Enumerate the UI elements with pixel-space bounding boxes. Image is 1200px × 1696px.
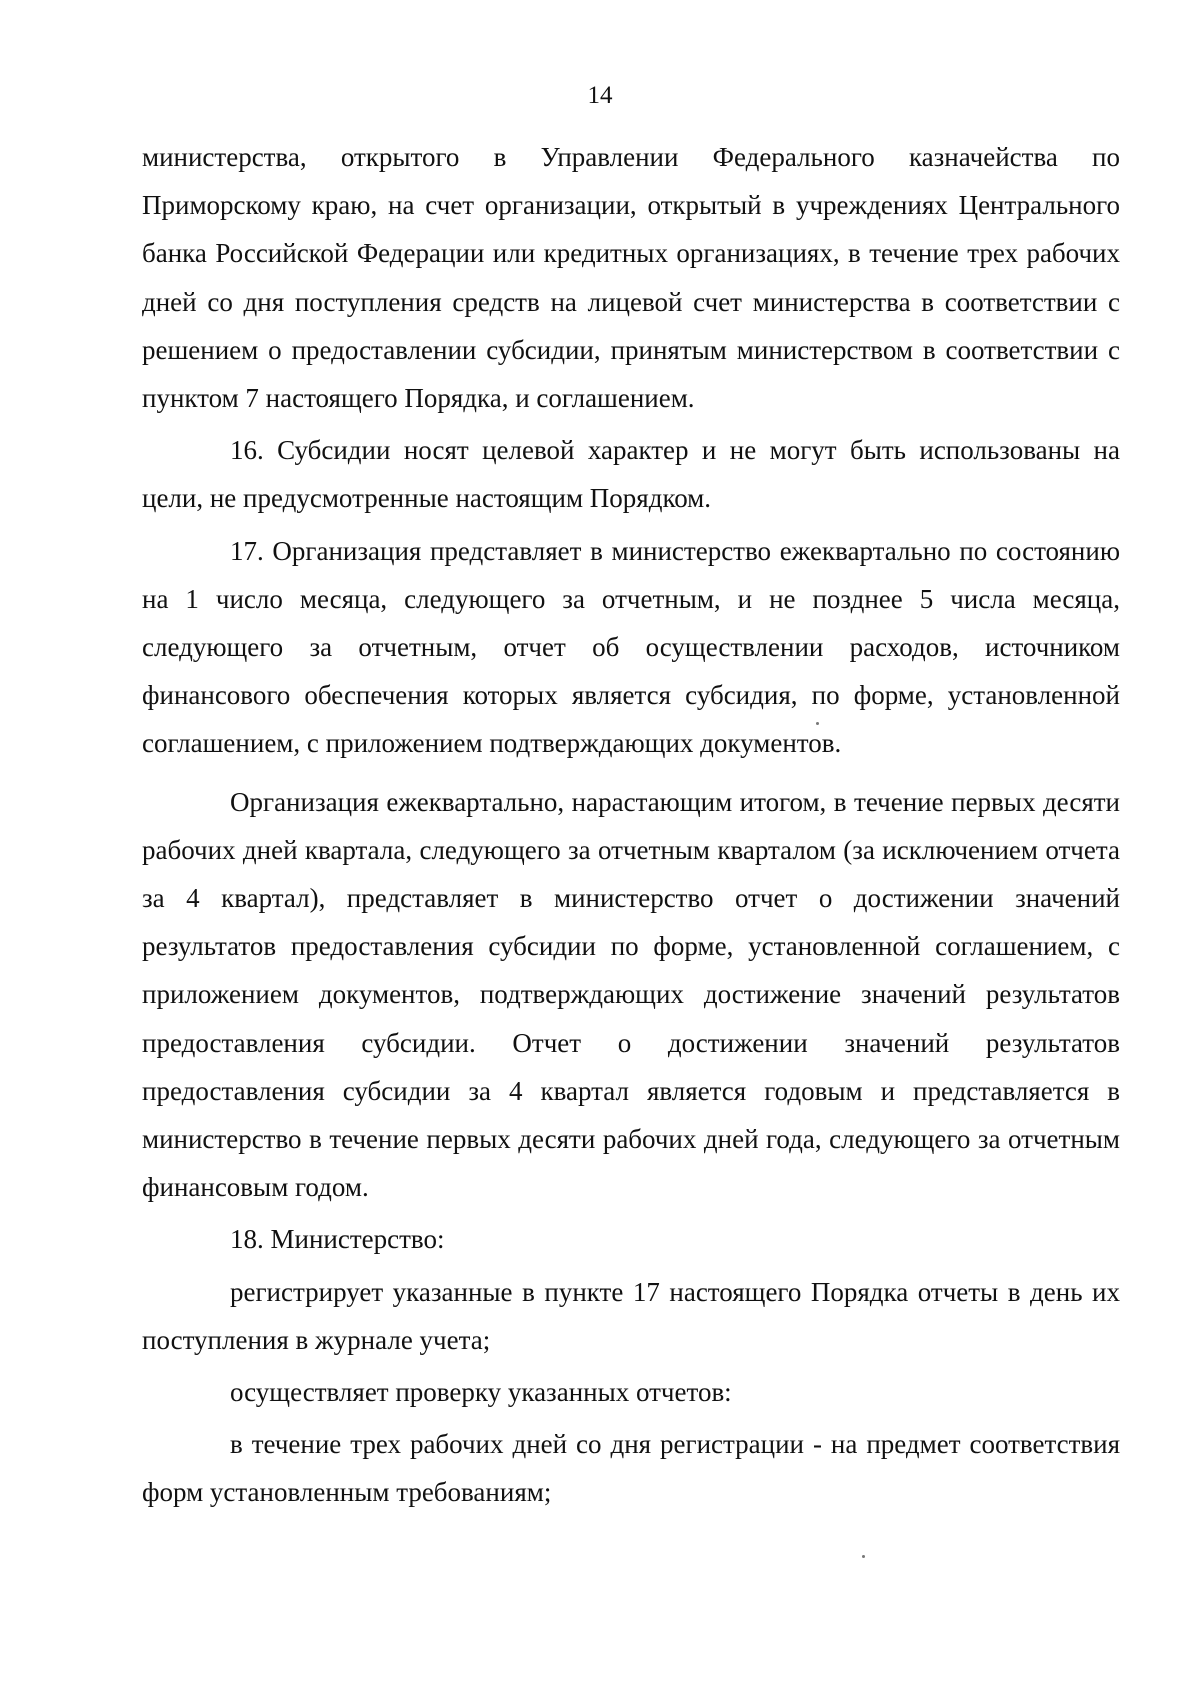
paragraph-18-registers: регистрирует указанные в пункте 17 настоящего Порядка отчеты в день их поступления в журнале учета; bbox=[142, 1276, 1120, 1355]
document-body bbox=[142, 133, 1120, 1517]
paragraph-17: 17. Организация представляет в министерство ежеквартально по состоянию на 1 число месяца, следующего за отчетным, и не позднее 5 числа месяца, следующего за отчетным, отчет об осуществлении расходов, источником финансового обеспечения которых является субсидия, по форме, установленной соглашением, с приложением подтверждающих документов. bbox=[142, 535, 1120, 759]
paragraph-16: 16. Субсидии носят целевой характер и не могут быть использованы на цели, не предусмотренные настоящим Порядком. bbox=[142, 435, 1120, 514]
paragraph-17-reporting: Организация ежеквартально, нарастающим итогом, в течение первых десяти рабочих дней квартала, следующего за отчетным кварталом (за исключением отчета за 4 квартал), представляет в министерство отчет о достижении значений результатов предоставления субсидии по форме, установленной соглашением, с приложением документов, подтверждающих достижение значений результатов предоставления субсидии. Отчет о достижении значений результатов предоставления субсидии за 4 квартал является годовым и представляется в министерство в течение первых десяти рабочих дней года, следующего за отчетным финансовым годом. bbox=[142, 786, 1120, 1203]
paragraph-18-three-days: в течение трех рабочих дней со дня регистрации - на предмет соответствия форм установленным требованиям; bbox=[142, 1429, 1120, 1508]
scan-speck bbox=[862, 1555, 865, 1558]
paragraph-18-checks: осуществляет проверку указанных отчетов: bbox=[230, 1377, 732, 1408]
paragraph-continuation: министерства, открытого в Управлении Федерального казначейства по Приморскому краю, на счет организации, открытый в учреждениях Центрального банка Российской Федерации или кредитных организациях, в течение трех рабочих дней со дня поступления средств на лицевой счет министерства в соответствии с решением о предоставлении субсидии, принятым министерством в соответствии с пунктом 7 настоящего Порядка, и соглашением. bbox=[142, 142, 1120, 414]
paragraph-18: 18. Министерство: bbox=[230, 1224, 445, 1255]
scan-speck bbox=[816, 722, 819, 725]
page-number: 14 bbox=[587, 82, 613, 109]
